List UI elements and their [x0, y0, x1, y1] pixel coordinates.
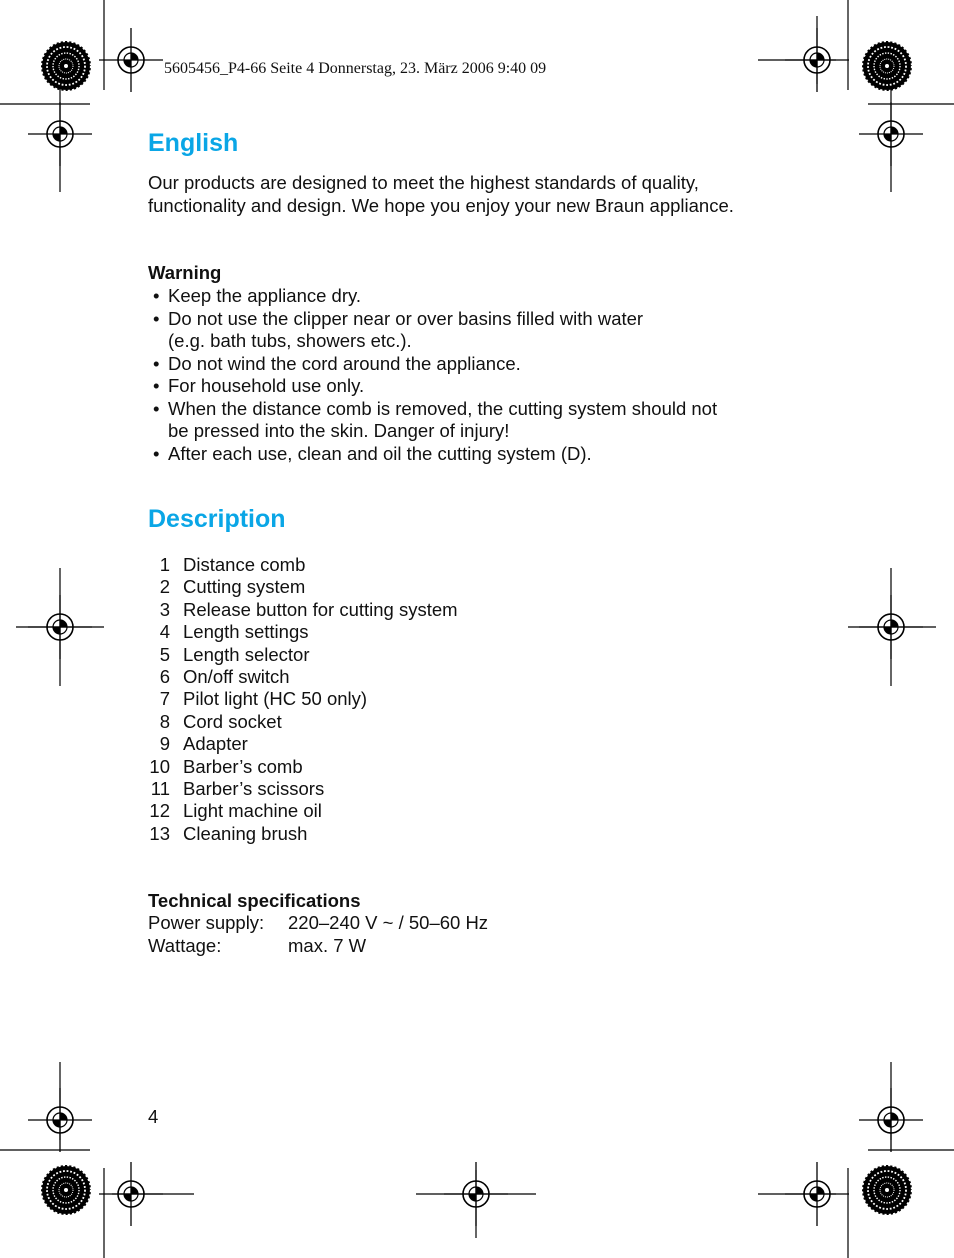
warning-text: Do not use the clipper near or over basins filled with water	[168, 307, 644, 329]
specs-heading: Technical specifications	[148, 890, 361, 911]
page-number: 4	[148, 1106, 159, 1127]
warning-item	[148, 285, 717, 308]
list-item	[148, 733, 248, 755]
warning-item	[148, 308, 717, 353]
warning-text: After each use, clean and oil the cutting system (D).	[168, 442, 592, 464]
corner-starburst-icon	[862, 1165, 912, 1215]
warning-text: When the distance comb is removed, the cutting system should not	[168, 397, 718, 419]
warning-item	[148, 375, 717, 398]
bullet-icon: •	[153, 375, 160, 396]
warning-text: Keep the appliance dry.	[168, 285, 362, 306]
spec-value: max. 7 W	[288, 935, 367, 956]
section-heading-english: English	[148, 129, 239, 157]
section-heading-description: Description	[148, 505, 286, 533]
item-label: Cleaning brush	[183, 822, 308, 844]
list-item	[148, 598, 458, 621]
list-item	[148, 665, 290, 688]
list-item	[148, 755, 303, 778]
item-number: 4	[159, 621, 170, 643]
list-item	[148, 777, 325, 800]
item-number: 8	[159, 710, 170, 732]
bullet-icon: •	[153, 352, 160, 374]
spec-label: Power supply:	[148, 912, 265, 933]
list-item	[148, 643, 310, 666]
bullet-icon: •	[153, 442, 160, 464]
corner-starburst-icon	[862, 41, 912, 91]
list-item	[148, 822, 308, 845]
item-number: 11	[150, 777, 170, 799]
corner-starburst-icon	[41, 1165, 91, 1215]
spec-label: Wattage:	[148, 935, 222, 956]
intro-line: Our products are designed to meet the highest standards of quality,	[148, 172, 699, 193]
item-label: Cord socket	[183, 710, 282, 732]
item-label: Cutting system	[183, 576, 306, 598]
spec-value: 220–240 V ~ / 50–60 Hz	[288, 912, 489, 933]
item-number: 1	[159, 554, 170, 575]
warning-item	[148, 353, 717, 376]
intro-line: functionality and design. We hope you enjoy your new Braun appliance.	[148, 194, 734, 216]
corner-starburst-icon	[41, 41, 91, 91]
warning-item	[148, 398, 717, 443]
list-item	[148, 800, 322, 822]
item-number: 7	[159, 688, 170, 710]
item-number: 13	[149, 822, 170, 844]
item-number: 10	[149, 755, 170, 777]
list-item	[148, 554, 306, 576]
item-number: 2	[159, 576, 170, 598]
item-label: Length settings	[183, 621, 309, 643]
item-number: 12	[149, 800, 170, 822]
list-item	[148, 576, 306, 598]
warning-text: For household use only.	[168, 375, 365, 396]
warning-text: be pressed into the skin. Danger of injury!	[168, 420, 510, 441]
item-label: Barber’s scissors	[183, 777, 325, 799]
item-label: Length selector	[183, 643, 310, 665]
warning-text: Do not wind the cord around the appliance.	[168, 352, 521, 374]
item-label: Light machine oil	[183, 800, 322, 822]
list-item	[148, 710, 282, 733]
item-label: Distance comb	[183, 554, 306, 575]
list-item	[148, 621, 309, 643]
bullet-icon: •	[153, 285, 160, 306]
item-label: Barber’s comb	[183, 755, 303, 777]
item-number: 3	[159, 598, 170, 620]
item-label: Pilot light (HC 50 only)	[183, 688, 368, 710]
warning-text: (e.g. bath tubs, showers etc.).	[168, 330, 412, 351]
item-number: 6	[159, 665, 170, 687]
warning-heading: Warning	[148, 262, 222, 283]
print-slug-line: 5605456_P4-66 Seite 4 Donnerstag, 23. März 2006 9:40 09	[164, 60, 547, 77]
item-label: Release button for cutting system	[183, 598, 458, 620]
warning-item	[148, 443, 717, 466]
item-label: Adapter	[183, 733, 248, 755]
list-item	[148, 688, 368, 710]
intro-paragraph	[148, 172, 828, 217]
bullet-icon: •	[153, 307, 160, 329]
bullet-icon: •	[153, 397, 160, 419]
warning-list	[148, 285, 717, 465]
item-number: 5	[159, 643, 170, 665]
item-label: On/off switch	[183, 665, 290, 687]
description-list	[148, 554, 458, 845]
item-number: 9	[159, 733, 170, 755]
